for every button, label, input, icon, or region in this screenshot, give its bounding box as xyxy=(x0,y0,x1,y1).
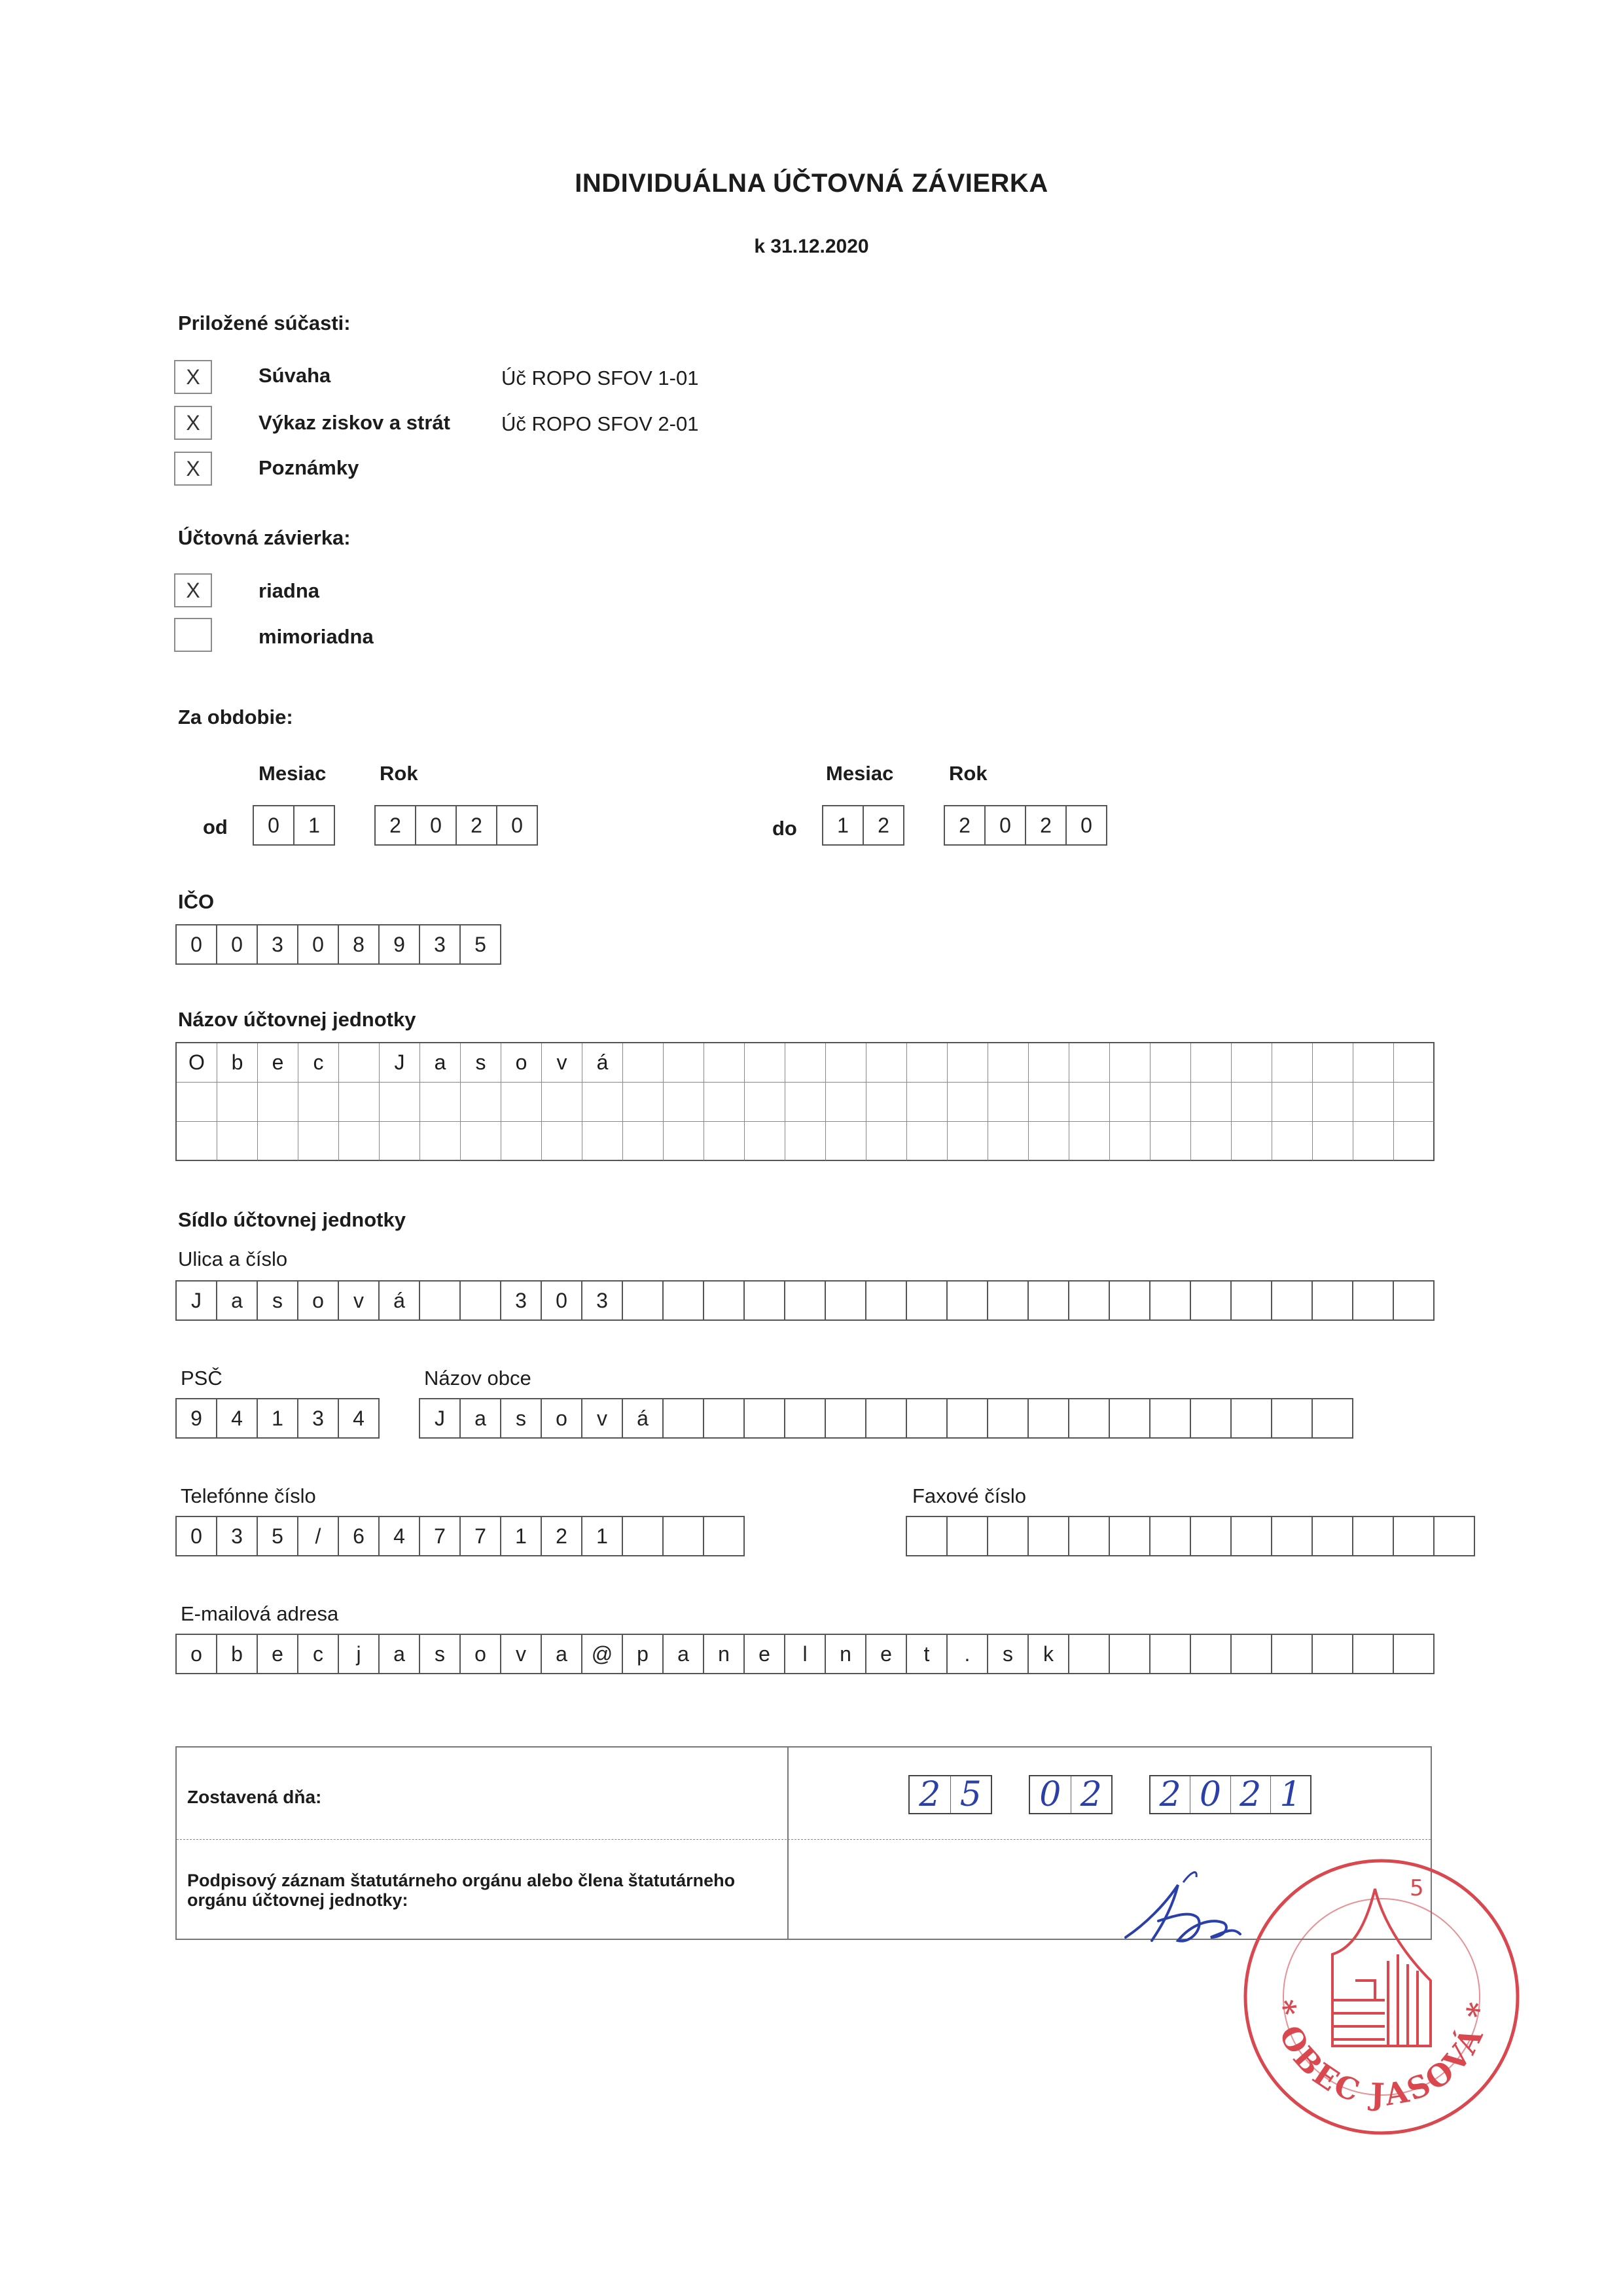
char-cell: á xyxy=(380,1280,420,1321)
char-cell xyxy=(1029,1516,1069,1556)
digit-cell: 0 xyxy=(177,924,217,965)
char-cell xyxy=(461,1122,501,1161)
attachments-heading: Priložené súčasti: xyxy=(178,312,351,334)
psc-label: PSČ xyxy=(181,1367,223,1390)
char-cell: 1 xyxy=(501,1516,542,1556)
char-cell xyxy=(1394,1516,1435,1556)
char-cell: t xyxy=(907,1634,948,1674)
char-cell xyxy=(745,1043,785,1083)
attachment-code-suvaha: Úč ROPO SFOV 1-01 xyxy=(501,367,699,389)
from-year-label: Rok xyxy=(380,762,418,785)
char-cell xyxy=(380,1083,420,1122)
char-cell xyxy=(1394,1122,1435,1161)
char-cell xyxy=(704,1516,745,1556)
email-field[interactable] xyxy=(175,1634,1435,1674)
char-cell xyxy=(988,1083,1029,1122)
signature-label: Podpisový záznam štatutárneho orgánu alebo člena štatutárneho orgánu účtovnej jednotky: xyxy=(187,1871,736,1910)
to-year-label: Rok xyxy=(949,762,988,785)
char-cell xyxy=(623,1516,664,1556)
char-cell: e xyxy=(866,1634,907,1674)
char-cell: l xyxy=(785,1634,826,1674)
entity-name-label: Názov účtovnej jednotky xyxy=(178,1008,416,1031)
char-cell xyxy=(948,1122,988,1161)
compiled-year-field[interactable] xyxy=(1149,1775,1311,1814)
char-cell xyxy=(1232,1122,1272,1161)
char-cell xyxy=(217,1083,258,1122)
char-cell: o xyxy=(501,1043,542,1083)
digit-cell: 1 xyxy=(823,805,864,846)
char-cell xyxy=(664,1083,704,1122)
compiled-label: Zostavená dňa: xyxy=(187,1787,322,1807)
char-cell xyxy=(907,1280,948,1321)
char-cell: 0 xyxy=(177,1516,217,1556)
char-cell xyxy=(1150,1280,1191,1321)
char-cell xyxy=(582,1122,623,1161)
char-cell xyxy=(664,1043,704,1083)
closing-checkbox-riadna[interactable]: X xyxy=(174,573,212,607)
char-cell: @ xyxy=(582,1634,623,1674)
closing-type-heading: Účtovná závierka: xyxy=(178,526,351,549)
char-cell xyxy=(1353,1634,1394,1674)
char-cell xyxy=(1029,1280,1069,1321)
char-cell xyxy=(1435,1516,1475,1556)
char-cell: 0 xyxy=(542,1280,582,1321)
from-month-field[interactable] xyxy=(253,805,335,846)
char-cell: s xyxy=(501,1398,542,1439)
char-cell xyxy=(1191,1516,1232,1556)
char-cell xyxy=(298,1083,339,1122)
char-cell xyxy=(420,1280,461,1321)
char-cell: s xyxy=(461,1043,501,1083)
char-cell: c xyxy=(298,1634,339,1674)
char-cell xyxy=(704,1043,745,1083)
char-cell xyxy=(1353,1516,1394,1556)
compiled-month-field[interactable] xyxy=(1029,1775,1113,1814)
char-cell xyxy=(1394,1083,1435,1122)
char-cell xyxy=(1313,1280,1353,1321)
char-cell: b xyxy=(217,1634,258,1674)
digit-cell: 0 xyxy=(298,924,339,965)
char-cell xyxy=(1394,1634,1435,1674)
char-cell xyxy=(704,1280,745,1321)
phone-label: Telefónne číslo xyxy=(181,1484,316,1507)
char-cell xyxy=(1272,1043,1313,1083)
char-cell xyxy=(1313,1043,1353,1083)
char-cell xyxy=(704,1083,745,1122)
handwritten-digit: 2 xyxy=(1231,1776,1271,1813)
char-cell: e xyxy=(258,1043,298,1083)
handwritten-digit: 0 xyxy=(1190,1776,1230,1813)
char-cell xyxy=(664,1398,704,1439)
char-cell xyxy=(1272,1634,1313,1674)
char-cell: . xyxy=(948,1634,988,1674)
char-cell xyxy=(1313,1083,1353,1122)
char-cell: / xyxy=(298,1516,339,1556)
char-cell xyxy=(664,1280,704,1321)
char-cell: p xyxy=(623,1634,664,1674)
compiled-day-field[interactable] xyxy=(908,1775,992,1814)
char-cell: o xyxy=(177,1634,217,1674)
char-cell xyxy=(826,1280,866,1321)
closing-label-riadna: riadna xyxy=(259,579,320,602)
char-cell xyxy=(1029,1398,1069,1439)
street-field[interactable] xyxy=(175,1280,1435,1321)
attachment-checkbox-suvaha[interactable]: X xyxy=(174,360,212,394)
char-cell xyxy=(461,1280,501,1321)
ico-field[interactable] xyxy=(175,924,501,965)
from-year-field[interactable] xyxy=(374,805,538,846)
char-cell xyxy=(1110,1634,1150,1674)
char-cell xyxy=(948,1516,988,1556)
char-cell xyxy=(907,1083,948,1122)
char-cell xyxy=(1110,1083,1150,1122)
digit-cell: 3 xyxy=(420,924,461,965)
stamp-text: * OBEC JASOVÁ * xyxy=(1266,1998,1497,2113)
char-cell: 2 xyxy=(542,1516,582,1556)
char-cell: 9 xyxy=(177,1398,217,1439)
char-cell: 7 xyxy=(461,1516,501,1556)
char-cell xyxy=(907,1122,948,1161)
digit-cell: 0 xyxy=(217,924,258,965)
char-cell: a xyxy=(664,1634,704,1674)
char-cell: 6 xyxy=(339,1516,380,1556)
char-cell xyxy=(177,1083,217,1122)
attachment-label-poznamky: Poznámky xyxy=(259,456,359,479)
char-cell xyxy=(1272,1122,1313,1161)
char-cell: á xyxy=(623,1398,664,1439)
char-cell xyxy=(785,1083,826,1122)
char-cell xyxy=(1110,1122,1150,1161)
char-cell xyxy=(745,1280,785,1321)
handwritten-digit: 2 xyxy=(1150,1776,1190,1813)
to-label: do xyxy=(772,817,797,840)
handwritten-digit: 2 xyxy=(1080,1775,1102,1814)
char-cell: v xyxy=(339,1280,380,1321)
fax-field[interactable] xyxy=(906,1516,1475,1556)
char-cell xyxy=(866,1043,907,1083)
char-cell xyxy=(1191,1398,1232,1439)
attachment-label-suvaha: Súvaha xyxy=(259,364,331,387)
char-cell xyxy=(1150,1516,1191,1556)
to-year-field[interactable] xyxy=(944,805,1107,846)
char-cell xyxy=(1110,1043,1150,1083)
char-cell xyxy=(1313,1634,1353,1674)
char-cell xyxy=(1069,1122,1110,1161)
char-cell: e xyxy=(258,1634,298,1674)
ico-label: IČO xyxy=(178,890,215,913)
char-cell xyxy=(1272,1398,1313,1439)
char-cell: a xyxy=(461,1398,501,1439)
char-cell: 3 xyxy=(298,1398,339,1439)
handwritten-digit: 1 xyxy=(1279,1775,1302,1814)
char-cell xyxy=(1394,1280,1435,1321)
char-cell: o xyxy=(461,1634,501,1674)
char-cell xyxy=(177,1122,217,1161)
digit-cell: 0 xyxy=(254,805,294,846)
attachment-checkbox-poznamky[interactable]: X xyxy=(174,452,212,486)
char-cell: s xyxy=(420,1634,461,1674)
fax-label: Faxové číslo xyxy=(912,1484,1027,1507)
char-cell: n xyxy=(826,1634,866,1674)
digit-cell: 2 xyxy=(864,805,904,846)
char-cell xyxy=(1272,1516,1313,1556)
char-cell: e xyxy=(745,1634,785,1674)
char-cell xyxy=(501,1122,542,1161)
char-cell xyxy=(1313,1398,1353,1439)
char-cell xyxy=(1191,1634,1232,1674)
char-cell xyxy=(866,1280,907,1321)
char-cell: J xyxy=(380,1043,420,1083)
char-cell: 4 xyxy=(339,1398,380,1439)
char-cell xyxy=(1232,1280,1272,1321)
char-cell xyxy=(1191,1280,1232,1321)
char-cell xyxy=(826,1083,866,1122)
char-cell xyxy=(582,1083,623,1122)
char-cell: 7 xyxy=(420,1516,461,1556)
to-month-field[interactable] xyxy=(822,805,904,846)
char-cell xyxy=(1069,1043,1110,1083)
closing-checkbox-mimoriadna[interactable] xyxy=(174,618,212,652)
char-cell xyxy=(1191,1043,1232,1083)
char-cell xyxy=(339,1083,380,1122)
char-cell: v xyxy=(542,1043,582,1083)
stamp-number: 5 xyxy=(1410,1875,1424,1901)
char-cell xyxy=(704,1398,745,1439)
char-cell: 4 xyxy=(380,1516,420,1556)
char-cell: 1 xyxy=(258,1398,298,1439)
char-cell xyxy=(1110,1516,1150,1556)
digit-cell: 2 xyxy=(945,805,986,846)
char-cell xyxy=(1069,1634,1110,1674)
attachment-label-vykaz: Výkaz ziskov a strát xyxy=(259,411,450,434)
char-cell xyxy=(1232,1398,1272,1439)
svg-text:* OBEC JASOVÁ * xyxy=(1266,1998,1497,2113)
city-field[interactable] xyxy=(419,1398,1353,1439)
street-label: Ulica a číslo xyxy=(178,1247,288,1270)
digit-cell: 0 xyxy=(1067,805,1107,846)
char-cell xyxy=(420,1122,461,1161)
attachment-checkbox-vykaz[interactable]: X xyxy=(174,406,212,440)
char-cell xyxy=(826,1043,866,1083)
char-cell xyxy=(1394,1043,1435,1083)
closing-label-mimoriadna: mimoriadna xyxy=(259,625,374,648)
char-cell xyxy=(258,1083,298,1122)
char-cell xyxy=(1150,1122,1191,1161)
char-cell xyxy=(785,1122,826,1161)
char-cell xyxy=(1191,1083,1232,1122)
char-cell xyxy=(1353,1122,1394,1161)
char-cell: k xyxy=(1029,1634,1069,1674)
attachment-code-vykaz: Úč ROPO SFOV 2-01 xyxy=(501,412,699,435)
char-cell xyxy=(745,1398,785,1439)
char-cell xyxy=(1029,1043,1069,1083)
char-cell xyxy=(623,1122,664,1161)
char-cell xyxy=(1232,1634,1272,1674)
char-cell: a xyxy=(542,1634,582,1674)
char-cell: J xyxy=(177,1280,217,1321)
char-cell xyxy=(704,1122,745,1161)
char-cell: 5 xyxy=(258,1516,298,1556)
char-cell xyxy=(988,1516,1029,1556)
char-cell xyxy=(1232,1083,1272,1122)
char-cell: s xyxy=(258,1280,298,1321)
char-cell xyxy=(948,1043,988,1083)
official-stamp xyxy=(1234,1850,1529,2144)
digit-cell: 0 xyxy=(497,805,538,846)
char-cell: 3 xyxy=(217,1516,258,1556)
char-cell xyxy=(1069,1516,1110,1556)
char-cell xyxy=(298,1122,339,1161)
char-cell xyxy=(826,1122,866,1161)
period-heading: Za obdobie: xyxy=(178,706,293,728)
char-cell xyxy=(948,1083,988,1122)
digit-cell: 1 xyxy=(294,805,335,846)
char-cell xyxy=(988,1398,1029,1439)
char-cell xyxy=(907,1043,948,1083)
psc-field[interactable] xyxy=(175,1398,380,1439)
char-cell xyxy=(1232,1516,1272,1556)
char-cell: n xyxy=(704,1634,745,1674)
char-cell: c xyxy=(298,1043,339,1083)
char-cell xyxy=(948,1280,988,1321)
char-cell: v xyxy=(582,1398,623,1439)
table-divider xyxy=(787,1748,789,1939)
digit-cell: 5 xyxy=(461,924,501,965)
char-cell xyxy=(1272,1280,1313,1321)
char-cell xyxy=(1029,1083,1069,1122)
char-cell: o xyxy=(298,1280,339,1321)
char-cell xyxy=(1313,1516,1353,1556)
char-cell xyxy=(623,1083,664,1122)
char-cell xyxy=(1150,1398,1191,1439)
char-cell: 1 xyxy=(582,1516,623,1556)
char-cell xyxy=(907,1398,948,1439)
digit-cell: 2 xyxy=(457,805,497,846)
char-cell xyxy=(866,1122,907,1161)
char-cell: O xyxy=(177,1043,217,1083)
city-label: Názov obce xyxy=(424,1367,531,1390)
char-cell xyxy=(826,1398,866,1439)
digit-cell: 2 xyxy=(376,805,416,846)
digit-cell: 3 xyxy=(258,924,298,965)
char-cell xyxy=(907,1516,948,1556)
char-cell xyxy=(1069,1280,1110,1321)
char-cell xyxy=(988,1043,1029,1083)
digit-cell: 2 xyxy=(1026,805,1067,846)
char-cell xyxy=(542,1122,582,1161)
char-cell xyxy=(866,1398,907,1439)
char-cell xyxy=(664,1122,704,1161)
email-label: E-mailová adresa xyxy=(181,1602,339,1625)
char-cell xyxy=(1029,1122,1069,1161)
to-month-label: Mesiac xyxy=(826,762,894,785)
char-cell xyxy=(1353,1083,1394,1122)
char-cell: á xyxy=(582,1043,623,1083)
char-cell xyxy=(1069,1083,1110,1122)
char-cell xyxy=(258,1122,298,1161)
char-cell xyxy=(1069,1398,1110,1439)
char-cell: b xyxy=(217,1043,258,1083)
char-cell xyxy=(866,1083,907,1122)
char-cell xyxy=(339,1122,380,1161)
char-cell xyxy=(664,1516,704,1556)
document-title: INDIVIDUÁLNA ÚČTOVNÁ ZÁVIERKA xyxy=(575,169,1048,198)
char-cell: a xyxy=(380,1634,420,1674)
char-cell xyxy=(1110,1280,1150,1321)
char-cell xyxy=(745,1083,785,1122)
from-label: od xyxy=(203,816,228,838)
char-cell: 3 xyxy=(582,1280,623,1321)
char-cell xyxy=(501,1083,542,1122)
char-cell xyxy=(542,1083,582,1122)
char-cell: v xyxy=(501,1634,542,1674)
char-cell xyxy=(420,1083,461,1122)
char-cell: a xyxy=(420,1043,461,1083)
address-heading: Sídlo účtovnej jednotky xyxy=(178,1208,406,1231)
from-month-label: Mesiac xyxy=(259,762,327,785)
char-cell xyxy=(1232,1043,1272,1083)
handwritten-digit: 5 xyxy=(959,1775,982,1814)
char-cell xyxy=(785,1280,826,1321)
char-cell: J xyxy=(420,1398,461,1439)
char-cell: j xyxy=(339,1634,380,1674)
char-cell xyxy=(623,1280,664,1321)
digit-cell: 0 xyxy=(986,805,1026,846)
char-cell xyxy=(623,1043,664,1083)
char-cell: a xyxy=(217,1280,258,1321)
document-date: k 31.12.2020 xyxy=(754,236,869,257)
char-cell xyxy=(380,1122,420,1161)
phone-field[interactable] xyxy=(175,1516,745,1556)
entity-name-field[interactable] xyxy=(175,1042,1435,1161)
char-cell xyxy=(1353,1043,1394,1083)
char-cell xyxy=(1353,1280,1394,1321)
char-cell xyxy=(1150,1043,1191,1083)
char-cell xyxy=(217,1122,258,1161)
char-cell xyxy=(1191,1122,1232,1161)
char-cell xyxy=(1150,1083,1191,1122)
char-cell xyxy=(745,1122,785,1161)
char-cell xyxy=(1272,1083,1313,1122)
char-cell xyxy=(1313,1122,1353,1161)
char-cell xyxy=(461,1083,501,1122)
char-cell xyxy=(988,1280,1029,1321)
char-cell: o xyxy=(542,1398,582,1439)
char-cell: 4 xyxy=(217,1398,258,1439)
char-cell xyxy=(785,1043,826,1083)
char-cell: 3 xyxy=(501,1280,542,1321)
char-cell xyxy=(1150,1634,1191,1674)
digit-cell: 8 xyxy=(339,924,380,965)
handwritten-digit: 0 xyxy=(1030,1776,1071,1813)
handwritten-digit: 2 xyxy=(910,1776,951,1813)
char-cell xyxy=(988,1122,1029,1161)
char-cell xyxy=(785,1398,826,1439)
char-cell xyxy=(339,1043,380,1083)
char-cell: s xyxy=(988,1634,1029,1674)
digit-cell: 9 xyxy=(380,924,420,965)
char-cell xyxy=(1110,1398,1150,1439)
char-cell xyxy=(948,1398,988,1439)
digit-cell: 0 xyxy=(416,805,457,846)
